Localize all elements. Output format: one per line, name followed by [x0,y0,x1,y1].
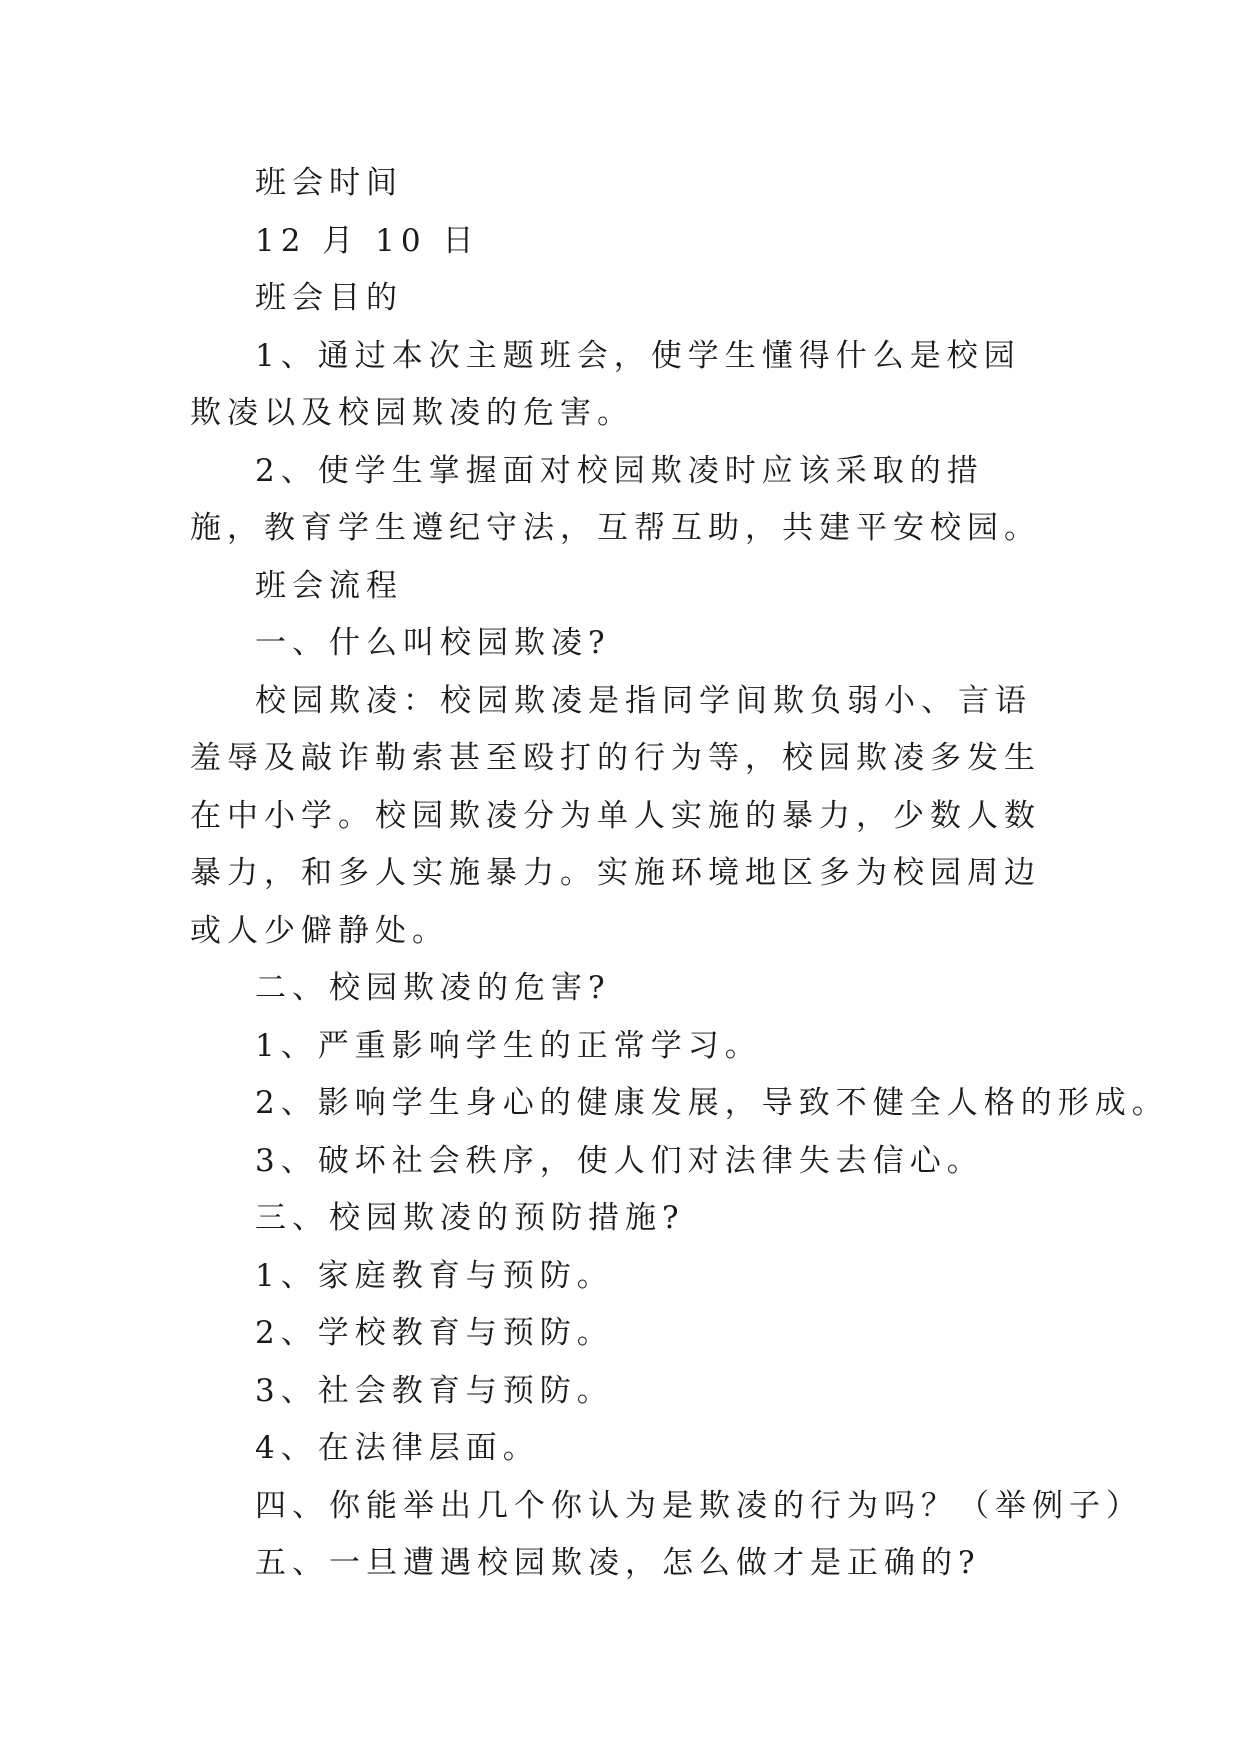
paragraph-purpose-2: 2、使学生掌握面对校园欺凌时应该采取的措施，教育学生遵纪守法，互帮互助，共建平安校园。 [190,452,1041,546]
paragraph-section-2-heading: 二、校园欺凌的危害? [255,970,611,1006]
paragraph-prevention-4: 4、在法律层面。 [255,1430,540,1466]
paragraph-section-3-heading: 三、校园欺凌的预防措施? [255,1200,685,1236]
paragraph-harm-3: 3、破坏社会秩序，使人们对法律失去信心。 [255,1142,984,1179]
paragraph-harm-2: 2、影响学生身心的健康发展，导致不健全人格的形成。 [255,1085,1169,1121]
paragraph-prevention-2: 2、学校教育与预防。 [255,1315,614,1351]
paragraph-prevention-3: 3、社会教育与预防。 [255,1372,614,1409]
paragraph-section-5-heading: 五、一旦遭遇校园欺凌，怎么做才是正确的? [255,1545,981,1581]
paragraph-section-1-heading: 一、什么叫校园欺凌? [255,625,611,661]
paragraph-meeting-date: 12 月 10 日 [255,222,480,259]
paragraph-purpose-1: 1、通过本次主题班会，使学生懂得什么是校园欺凌以及校园欺凌的危害。 [190,337,1021,431]
paragraph-bullying-definition: 校园欺凌：校园欺凌是指同学间欺负弱小、言语羞辱及敲诈勒索甚至殴打的行为等，校园欺凌多发生在中小学。校园欺凌分为单人实施的暴力，少数人数暴力，和多人实施暴力。实施环境地区多为校园周边或人少僻静处。 [190,682,1041,949]
paragraph-meeting-purpose-heading: 班会目的 [255,280,403,316]
paragraph-section-4-heading: 四、你能举出几个你认为是欺凌的行为吗？（举例子） [255,1487,1143,1524]
paragraph-meeting-process-heading: 班会流程 [255,567,403,604]
document-body [190,155,1169,1593]
paragraph-harm-1: 1、严重影响学生的正常学习。 [255,1027,762,1064]
paragraph-meeting-time-heading: 班会时间 [255,165,403,201]
paragraph-prevention-1: 1、家庭教育与预防。 [255,1257,614,1294]
